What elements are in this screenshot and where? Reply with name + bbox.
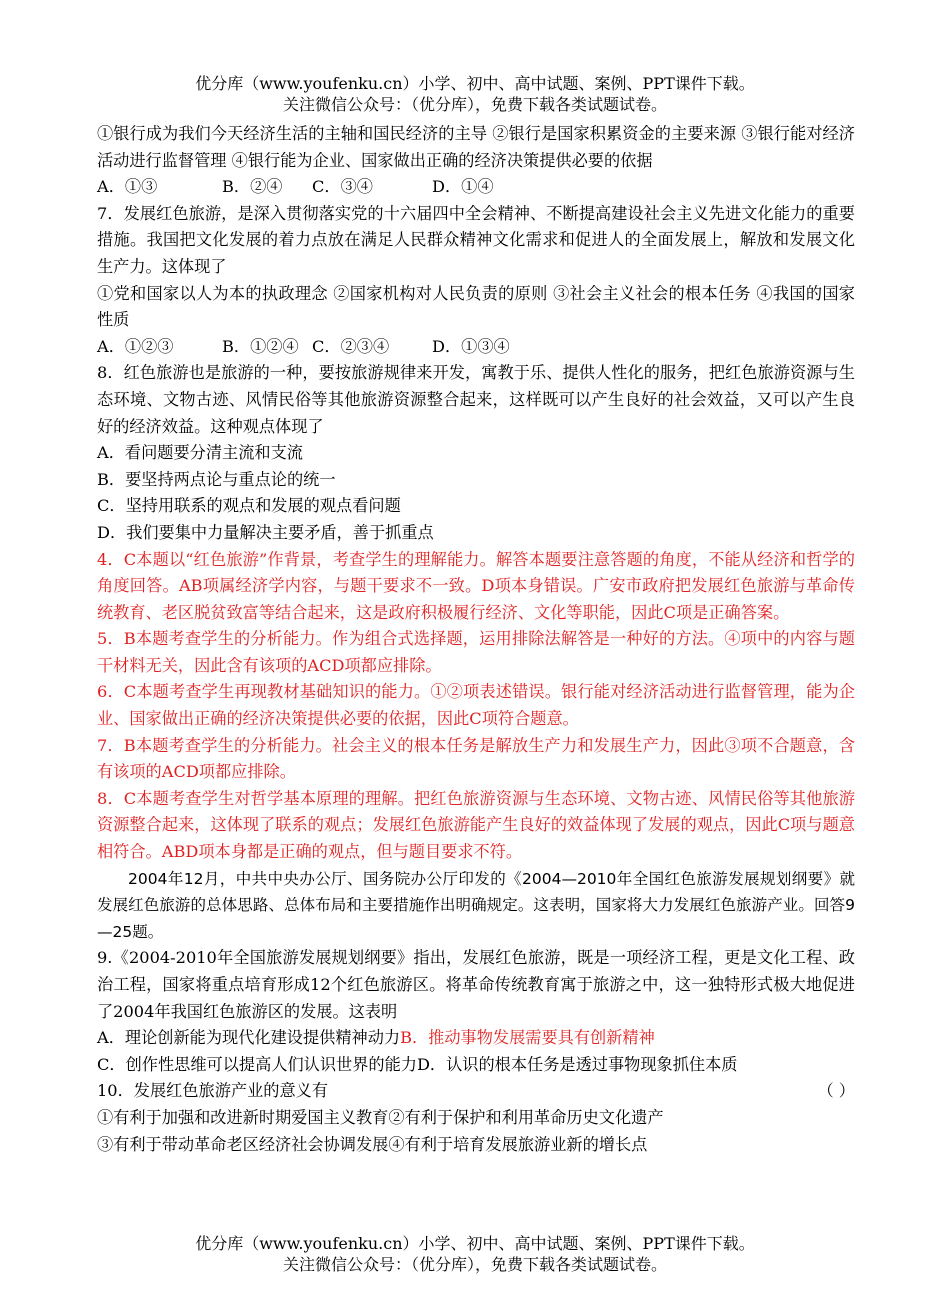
q7-option-d: D．①③④ <box>432 336 510 356</box>
q10-statements-line-1: ①有利于加强和改进新时期爱国主义教育②有利于保护和利用革命历史文化遗产 <box>97 1107 664 1127</box>
q9-options-row-1 <box>97 1025 855 1052</box>
header-line-1: 优分库（www.youfenku.cn）小学、初中、高中试题、案例、PPT课件下载。 <box>195 74 755 93</box>
q6-option-a: A．①③ <box>97 177 158 197</box>
page-header <box>0 73 950 115</box>
answer-6: 6．C本题考查学生再现教材基础知识的能力。①②项表述错误。银行能对经济活动进行监督管理，能为企业、国家做出正确的经济决策提供必要的依据，因此C项符合题意。 <box>97 682 855 729</box>
answer-4: 4．C本题以“红色旅游”作背景，考查学生的理解能力。解答本题要注意答题的角度，不能从经济和哲学的角度回答。AB项属经济学内容，与题干要求不一致。D项本身错误。广安市政府把发展红色旅游与革命传统教育、老区脱贫致富等结合起来，这是政府积极履行经济、文化等职能，因此C项是正确答案。 <box>97 549 855 622</box>
q6-statements: ①银行成为我们今天经济生活的主轴和国民经济的主导 ②银行是国家积累资金的主要来源 ③银行能对经济活动进行监督管理 ④银行能为企业、国家做出正确的经济决策提供必要的依据 <box>97 124 855 170</box>
q7-option-c: C．②③④ <box>312 336 390 356</box>
q10-answer-bracket: （ ） <box>817 1081 855 1101</box>
q10-stem: 10．发展红色旅游产业的意义有 <box>97 1081 329 1101</box>
q10-stem-row <box>97 1078 855 1105</box>
page-footer <box>0 1233 950 1275</box>
answer-8: 8．C本题考查学生对哲学基本原理的理解。把红色旅游资源与生态环境、文物古迹、风情民俗等其他旅游资源整合起来，这体现了联系的观点；发展红色旅游能产生良好的效益体现了发展的观点，因此C项与题意相符合。ABD项本身都是正确的观点，但与题目要求不符。 <box>97 788 855 862</box>
q8-option-c: C．坚持用联系的观点和发展的观点看问题 <box>97 496 401 516</box>
section-intro: 2004年12月，中共中央办公厅、国务院办公厅印发的《2004—2010年全国红色旅游发展规划纲要》就发展红色旅游的总体思路、总体布局和主要措施作出明确规定。这表明，国家将大力发展红色旅游产业。回答9—25题。 <box>97 869 855 941</box>
document-body <box>97 121 855 1158</box>
q7-stem: 7．发展红色旅游，是深入贯彻落实党的十六届四中全会精神、不断提高建设社会主义先进文化能力的重要措施。我国把文化发展的着力点放在满足人民群众精神文化需求和促进人的全面发展上，解放和发展文化生产力。这体现了 <box>97 203 855 276</box>
q6-option-c: C．③④ <box>312 177 373 197</box>
q6-option-b: B．②④ <box>222 177 283 197</box>
q9-options-row-2 <box>97 1052 855 1079</box>
q6-options <box>97 174 855 201</box>
answer-5: 5．B本题考查学生的分析能力。作为组合式选择题，运用排除法解答是一种好的方法。④项中的内容与题干材料无关，因此含有该项的ACD项都应排除。 <box>97 629 855 675</box>
q9-option-c: C．创作性思维可以提高人们认识世界的能力 <box>97 1054 417 1074</box>
q7-options <box>97 334 855 361</box>
footer-line-2: 关注微信公众号：（优分库），免费下载各类试题试卷。 <box>282 1255 667 1274</box>
q7-statements: ①党和国家以人为本的执政理念 ②国家机构对人民负责的原则 ③社会主义社会的根本任务 ④我国的国家性质 <box>97 283 855 330</box>
q8-option-b: B．要坚持两点论与重点论的统一 <box>97 469 336 489</box>
q9-option-a: A．理论创新能为现代化建设提供精神动力 <box>97 1028 401 1048</box>
q10-statements-line-2: ③有利于带动革命老区经济社会协调发展④有利于培育发展旅游业新的增长点 <box>97 1134 648 1154</box>
q7-option-a: A．①②③ <box>97 336 174 356</box>
q6-option-d: D．①④ <box>432 177 494 197</box>
q9-option-b: B．推动事物发展需要具有创新精神 <box>400 1028 655 1048</box>
q8-option-d: D．我们要集中力量解决主要矛盾，善于抓重点 <box>97 522 434 542</box>
q8-stem: 8．红色旅游也是旅游的一种，要按旅游规律来开发，寓教于乐、提供人性化的服务，把红色旅游资源与生态环境、文物古迹、风情民俗等其他旅游资源整合起来，这样既可以产生良好的社会效益，又可以产生良好的经济效益。这种观点体现了 <box>97 363 855 436</box>
q8-option-a: A．看问题要分清主流和支流 <box>97 443 303 463</box>
header-line-2: 关注微信公众号：（优分库），免费下载各类试题试卷。 <box>282 95 667 114</box>
footer-line-1: 优分库（www.youfenku.cn）小学、初中、高中试题、案例、PPT课件下载。 <box>195 1234 755 1253</box>
q7-option-b: B．①②④ <box>222 336 299 356</box>
q9-stem: 9.《2004-2010年全国旅游发展规划纲要》指出，发展红色旅游，既是一项经济工程，更是文化工程、政治工程，国家将重点培育形成12个红色旅游区。将革命传统教育寓于旅游之中，这一独特形式极大地促进了2004年我国红色旅游区的发展。这表明 <box>97 948 855 1021</box>
answer-7: 7．B本题考查学生的分析能力。社会主义的根本任务是解放生产力和发展生产力，因此③项不合题意，含有该项的ACD项都应排除。 <box>97 735 855 782</box>
q9-option-d: D．认识的根本任务是透过事物现象抓住本质 <box>416 1054 738 1074</box>
